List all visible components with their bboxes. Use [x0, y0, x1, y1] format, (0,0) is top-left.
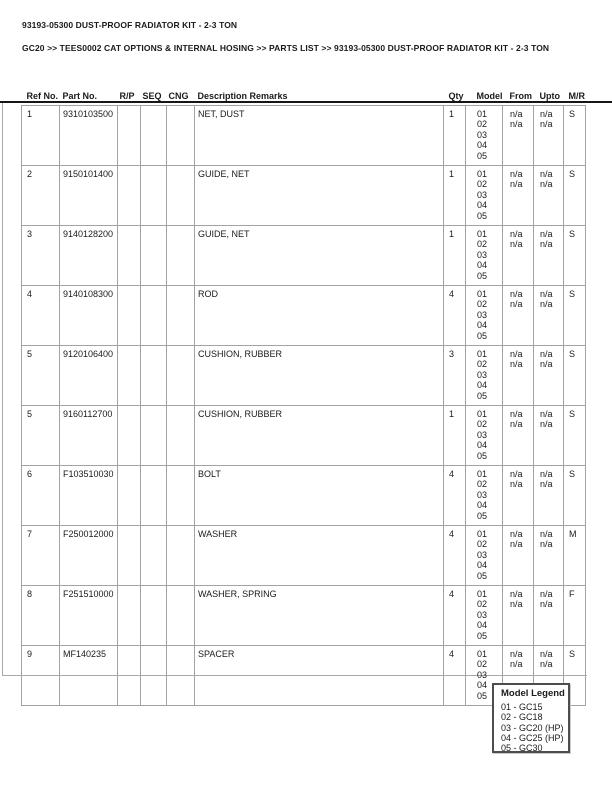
cell-seq — [141, 646, 167, 706]
cell-mr: S — [564, 106, 586, 166]
cell-model-list: 01 02 03 04 05 — [466, 226, 503, 286]
cell-qty: 4 — [444, 526, 466, 586]
legend-item: 05 - GC30 — [501, 743, 543, 754]
cell-ref-no: 2 — [22, 166, 60, 226]
parts-table-body — [22, 106, 586, 706]
cell-model-list: 01 02 03 04 05 — [466, 646, 503, 706]
cell-rp — [118, 406, 141, 466]
cell-from: n/a n/a — [503, 166, 534, 226]
cell-seq — [141, 226, 167, 286]
cell-part-no: 9120106400 — [60, 346, 118, 406]
model-legend-box — [492, 683, 570, 753]
cell-model-list: 01 02 03 04 05 — [466, 286, 503, 346]
cell-upto: n/a n/a — [534, 646, 564, 706]
cell-ref-no: 1 — [22, 106, 60, 166]
cell-cng — [167, 166, 195, 226]
cell-from: n/a n/a — [503, 286, 534, 346]
cell-description: WASHER, SPRING — [195, 586, 444, 646]
cell-description: GUIDE, NET — [195, 226, 444, 286]
cell-model-list: 01 02 03 04 05 — [466, 466, 503, 526]
col-header-qty: Qty — [448, 90, 464, 101]
cell-qty: 1 — [444, 166, 466, 226]
cell-rp — [118, 106, 141, 166]
cell-part-no: 9140108300 — [60, 286, 118, 346]
col-header-cng: CNG — [168, 90, 189, 101]
cell-upto: n/a n/a — [534, 346, 564, 406]
cell-upto: n/a n/a — [534, 226, 564, 286]
col-header-seq: SEQ — [142, 90, 162, 101]
cell-upto: n/a n/a — [534, 466, 564, 526]
cell-seq — [141, 286, 167, 346]
parts-table-container — [21, 84, 586, 706]
cell-rp — [118, 286, 141, 346]
table-row — [22, 226, 586, 286]
cell-part-no: F250012000 — [60, 526, 118, 586]
table-row — [22, 466, 586, 526]
cell-cng — [167, 526, 195, 586]
cell-rp — [118, 466, 141, 526]
col-header-model: Model — [476, 90, 503, 101]
cell-part-no: F103510030 — [60, 466, 118, 526]
cell-upto: n/a n/a — [534, 166, 564, 226]
cell-from: n/a n/a — [503, 106, 534, 166]
cell-cng — [167, 286, 195, 346]
cell-ref-no: 5 — [22, 346, 60, 406]
cell-from: n/a n/a — [503, 646, 534, 706]
cell-upto: n/a n/a — [534, 106, 564, 166]
breadcrumb: GC20 >> TEES0002 CAT OPTIONS & INTERNAL HOSING >> PARTS LIST >> 93193-05300 DUST-PROOF RADIATOR KIT - 2-3 TON — [22, 43, 550, 53]
cell-mr: S — [564, 346, 586, 406]
page-title: 93193-05300 DUST-PROOF RADIATOR KIT - 2-3 TON — [22, 20, 238, 30]
cell-seq — [141, 106, 167, 166]
cell-from: n/a n/a — [503, 466, 534, 526]
cell-upto: n/a n/a — [534, 526, 564, 586]
cell-seq — [141, 586, 167, 646]
cell-cng — [167, 226, 195, 286]
cell-upto: n/a n/a — [534, 406, 564, 466]
cell-cng — [167, 346, 195, 406]
cell-model-list: 01 02 03 04 05 — [466, 406, 503, 466]
cell-qty: 1 — [444, 226, 466, 286]
cell-seq — [141, 406, 167, 466]
cell-qty: 3 — [444, 346, 466, 406]
cell-seq — [141, 346, 167, 406]
cell-description: ROD — [195, 286, 444, 346]
cell-ref-no: 6 — [22, 466, 60, 526]
cell-model-list: 01 02 03 04 05 — [466, 106, 503, 166]
cell-model-list: 01 02 03 04 05 — [466, 526, 503, 586]
cell-part-no: 9150101400 — [60, 166, 118, 226]
cell-rp — [118, 646, 141, 706]
cell-rp — [118, 586, 141, 646]
cell-cng — [167, 106, 195, 166]
cell-part-no: MF140235 — [60, 646, 118, 706]
cell-cng — [167, 586, 195, 646]
cell-from: n/a n/a — [503, 406, 534, 466]
cell-cng — [167, 406, 195, 466]
cell-ref-no: 7 — [22, 526, 60, 586]
cell-mr: S — [564, 466, 586, 526]
legend-item: 04 - GC25 (HP) — [501, 732, 564, 743]
cell-cng — [167, 646, 195, 706]
cell-ref-no: 9 — [22, 646, 60, 706]
parts-table-header — [22, 84, 586, 106]
legend-item: 02 - GC18 — [501, 712, 543, 723]
col-header-description: Description Remarks — [197, 90, 288, 101]
cell-ref-no: 8 — [22, 586, 60, 646]
cell-description: GUIDE, NET — [195, 166, 444, 226]
cell-from: n/a n/a — [503, 226, 534, 286]
cell-qty: 4 — [444, 586, 466, 646]
table-row — [22, 526, 586, 586]
col-header-ref-no: Ref No. — [26, 90, 58, 101]
cell-qty: 4 — [444, 646, 466, 706]
cell-description: CUSHION, RUBBER — [195, 346, 444, 406]
cell-description: WASHER — [195, 526, 444, 586]
parts-table — [21, 84, 586, 706]
cell-mr: F — [564, 586, 586, 646]
cell-mr: S — [564, 166, 586, 226]
col-header-part-no: Part No. — [62, 90, 98, 101]
cell-qty: 1 — [444, 106, 466, 166]
cell-part-no: F251510000 — [60, 586, 118, 646]
cell-model-list: 01 02 03 04 05 — [466, 586, 503, 646]
cell-upto: n/a n/a — [534, 586, 564, 646]
table-row — [22, 106, 586, 166]
cell-description: CUSHION, RUBBER — [195, 406, 444, 466]
model-legend-title: Model Legend — [501, 688, 565, 699]
cell-seq — [141, 166, 167, 226]
cell-qty: 1 — [444, 406, 466, 466]
legend-item: 03 - GC20 (HP) — [501, 722, 564, 733]
header-row — [22, 84, 586, 106]
cell-mr: M — [564, 526, 586, 586]
legend-item: 01 - GC15 — [501, 702, 543, 712]
cell-mr: S — [564, 406, 586, 466]
cell-description: SPACER — [195, 646, 444, 706]
cell-from: n/a n/a — [503, 346, 534, 406]
table-row — [22, 346, 586, 406]
table-row — [22, 406, 586, 466]
cell-rp — [118, 166, 141, 226]
cell-mr: S — [564, 226, 586, 286]
col-header-mr: M/R — [568, 90, 585, 101]
cell-ref-no: 5 — [22, 406, 60, 466]
model-legend-items — [501, 702, 568, 753]
cell-seq — [141, 526, 167, 586]
cell-from: n/a n/a — [503, 586, 534, 646]
cell-model-list: 01 02 03 04 05 — [466, 346, 503, 406]
cell-mr: S — [564, 646, 586, 706]
table-row — [22, 286, 586, 346]
cell-rp — [118, 526, 141, 586]
col-header-upto: Upto — [539, 90, 560, 101]
cell-part-no: 9310103500 — [60, 106, 118, 166]
cell-part-no: 9160112700 — [60, 406, 118, 466]
cell-ref-no: 3 — [22, 226, 60, 286]
cell-ref-no: 4 — [22, 286, 60, 346]
cell-from: n/a n/a — [503, 526, 534, 586]
table-row — [22, 586, 586, 646]
cell-upto: n/a n/a — [534, 286, 564, 346]
col-header-rp: R/P — [119, 90, 135, 101]
cell-rp — [118, 226, 141, 286]
cell-qty: 4 — [444, 466, 466, 526]
cell-qty: 4 — [444, 286, 466, 346]
cell-mr: S — [564, 286, 586, 346]
cell-part-no: 9140128200 — [60, 226, 118, 286]
table-row — [22, 166, 586, 226]
cell-rp — [118, 346, 141, 406]
cell-cng — [167, 466, 195, 526]
cell-model-list: 01 02 03 04 05 — [466, 166, 503, 226]
cell-seq — [141, 466, 167, 526]
col-header-from: From — [509, 90, 532, 101]
cell-description: BOLT — [195, 466, 444, 526]
cell-description: NET, DUST — [195, 106, 444, 166]
